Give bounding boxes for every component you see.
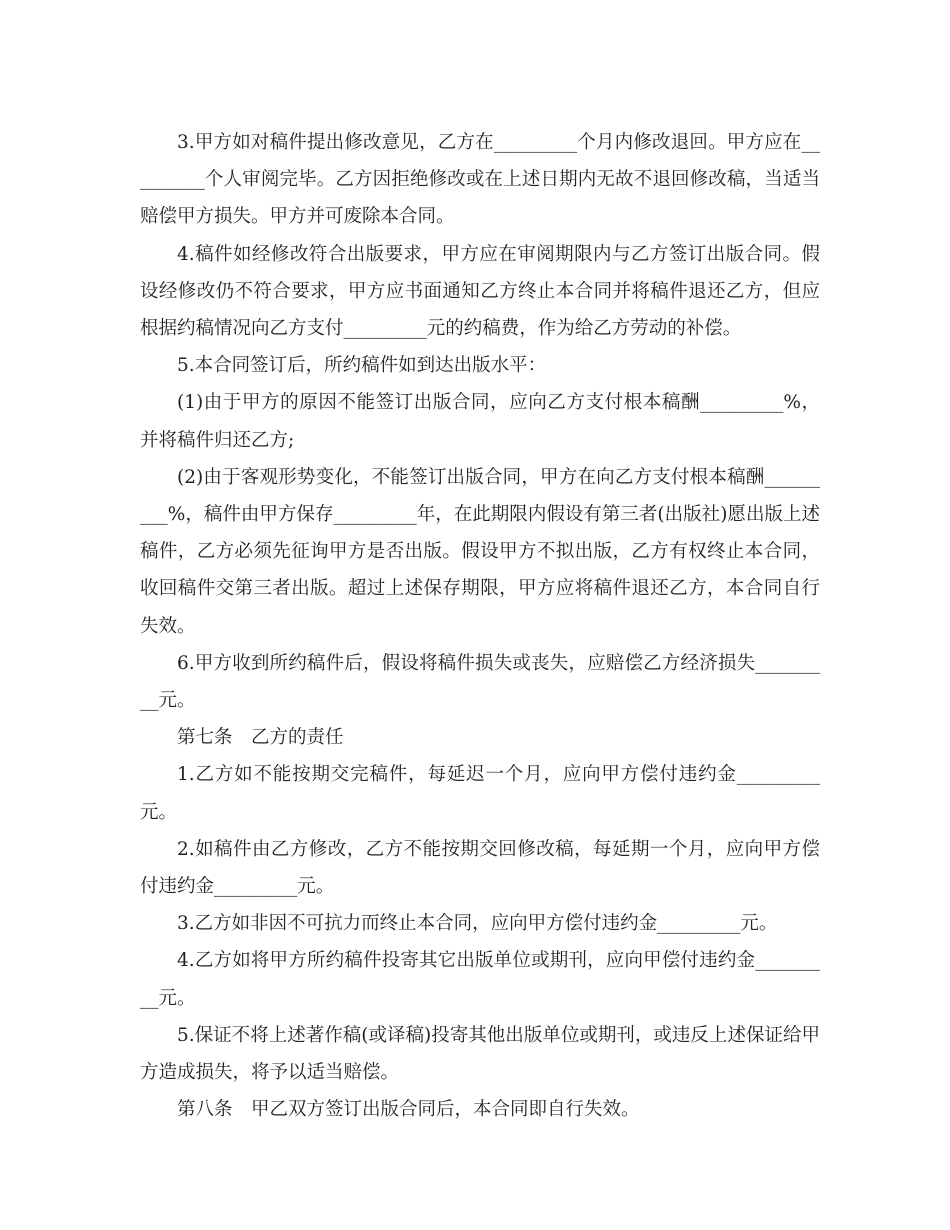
article-8: 第八条 甲乙双方签订出版合同后，本合同即自行失效。 — [177, 1099, 640, 1121]
article-7-item-2: 2.如稿件由乙方修改，乙方不能按期交回修改稿，每延期一个月，应向甲方偿付违约金_________元。 — [140, 838, 820, 898]
clause-5-intro: 5.本合同签订后，所约稿件如到达出版水平： — [177, 355, 547, 377]
clause-4-publication-contract: 4.稿件如经修改符合出版要求，甲方应在审阅期限内与乙方签订出版合同。假设经修改仍不符合要求，甲方应书面通知乙方终止本合同并将稿件退还乙方，但应根据约稿情况向乙方支付_________元的约稿费，作为给乙方劳动的补偿。 — [140, 243, 820, 340]
article-7-item-3: 3.乙方如非因不可抗力而终止本合同，应向甲方偿付违约金_________元。 — [177, 913, 778, 935]
clause-5-item-2: (2)由于客观形势变化，不能签订出版合同，甲方在向乙方支付根本稿酬_________%，稿件由甲方保存_________年，在此期限内假设有第三者(出版社)愿出版上述稿件，乙方必须先征询甲方是否出版。假设甲方不拟出版，乙方有权终止本合同，收回稿件交第三者出版。超过上述保存期限，甲方应将稿件退还乙方，本合同自行失效。 — [140, 466, 820, 637]
clause-3-revision: 3.甲方如对稿件提出修改意见，乙方在_________个月内修改退回。甲方应在_________个人审阅完毕。乙方因拒绝修改或在上述日期内无故不退回修改稿，当适当赔偿甲方损失。甲方并可废除本合同。 — [140, 132, 820, 228]
contract-body — [140, 124, 820, 1128]
article-7-item-4: 4.乙方如将甲方所约稿件投寄其它出版单位或期刊，应向甲偿付违约金_________元。 — [140, 950, 820, 1009]
article-7-item-1: 1.乙方如不能按期交完稿件，每延迟一个月，应向甲方偿付违约金_________元。 — [140, 764, 820, 823]
article-7-heading: 第七条 乙方的责任 — [177, 727, 344, 749]
article-7-item-5: 5.保证不将上述著作稿(或译稿)投寄其他出版单位或期刊，或违反上述保证给甲方造成损失，将予以适当赔偿。 — [140, 1024, 820, 1084]
clause-5-item-1: (1)由于甲方的原因不能签订出版合同，应向乙方支付根本稿酬_________%，并将稿件归还乙方; — [140, 392, 820, 451]
clause-6-loss: 6.甲方收到所约稿件后，假设将稿件损失或丧失，应赔偿乙方经济损失_________元。 — [140, 652, 820, 712]
